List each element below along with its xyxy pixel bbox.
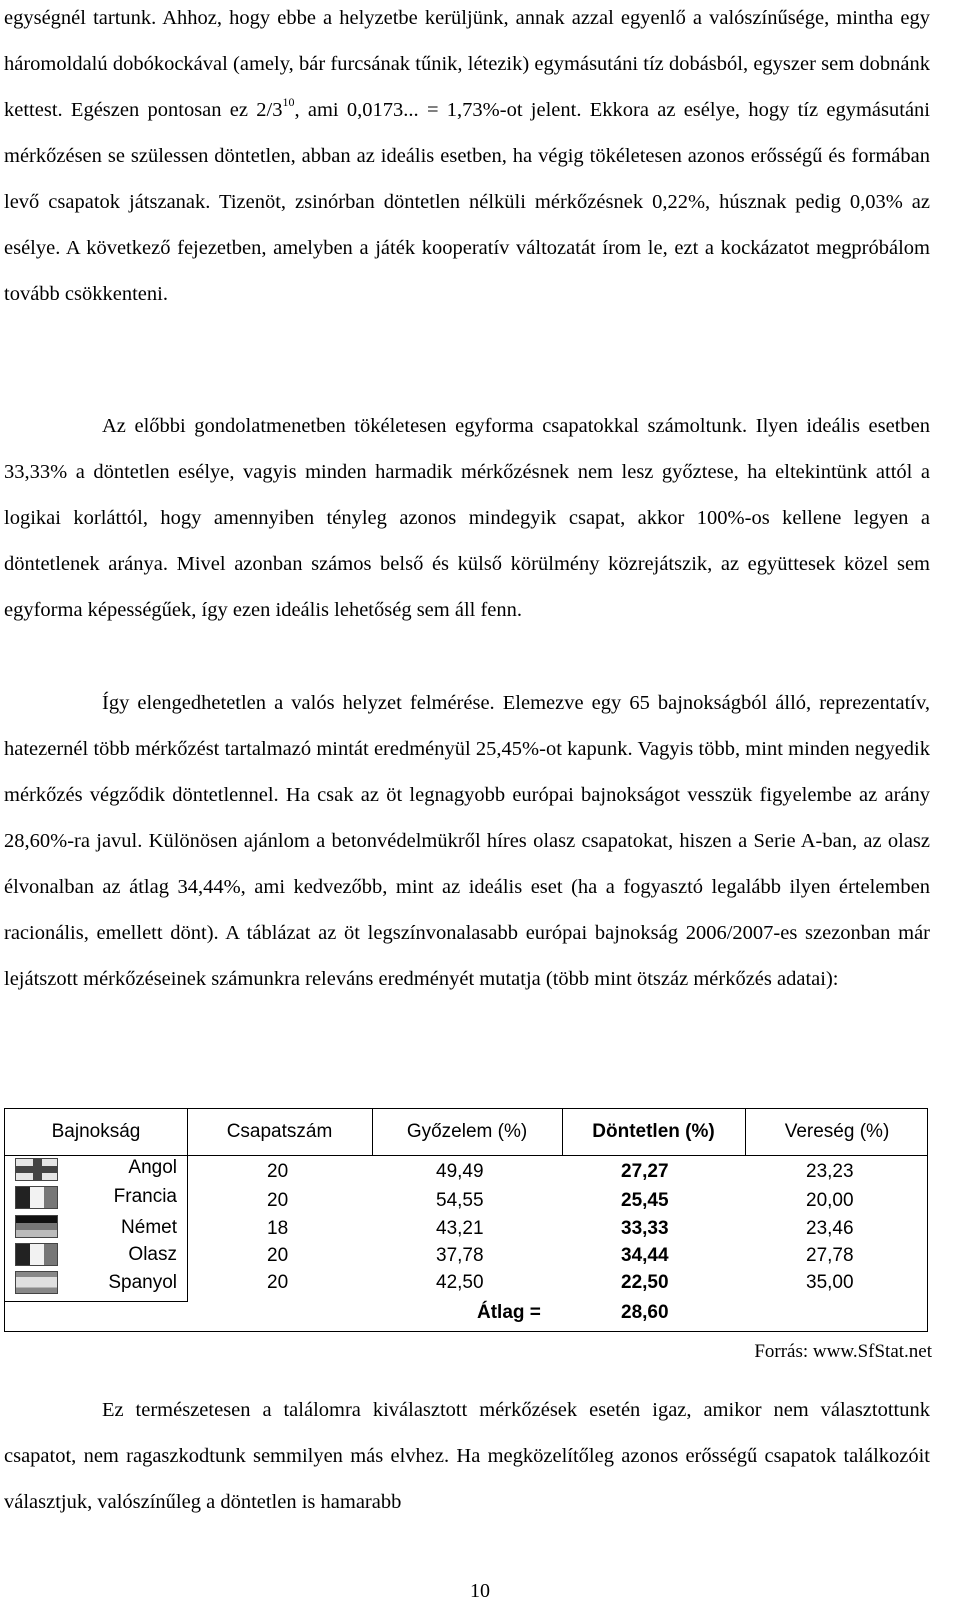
team-count: 18 [267,1218,289,1239]
win-pct: 43,21 [436,1218,484,1239]
average-value: 28,60 [621,1302,669,1323]
paragraph-1-text-a: egységnél tartunk. Ahhoz, hogy ebbe a helyzetbe kerüljünk, annak azzal egyenlő a valószínűsége, mintha egy háromoldalú dobókockával (amely, bár furcsának tűnik, létezik) egymásutáni tíz dobásból, egyszer sem dobnánk kettest. Egészen pontosan ez 2/3 [4,7,930,121]
loss-pct: 23,46 [806,1218,854,1239]
league-name: Spanyol [108,1272,177,1293]
source-citation: Forrás: www.SfStat.net [754,1341,932,1362]
draw-pct: 25,45 [621,1190,669,1211]
average-label: Átlag = [477,1302,541,1323]
win-pct: 37,78 [436,1245,484,1266]
spain-flag-icon [15,1271,58,1294]
league-name: Német [121,1217,177,1238]
draw-pct: 33,33 [621,1218,669,1239]
loss-pct: 35,00 [806,1272,854,1293]
paragraph-2: Az előbbi gondolatmenetben tökéletesen egyforma csapatokkal számoltunk. Ilyen ideális esetben 33,33% a döntetlen esélye, vagyis minden harmadik mérkőzésnek nem lesz győztese, ha eltekintünk attól a logikai korláttól, hogy amennyiben tényleg azonos mindegyik csapat, akkor 100%-os kellene legyen a döntetlenek aránya. Mivel azonban számos belső és külső körülmény közrejátszik, az együttesek közel sem egyforma képességűek, így ezen ideális lehetőség sem áll fenn. [4,415,930,621]
win-pct: 42,50 [436,1272,484,1293]
paragraph-1-text-b: , ami 0,0173... = 1,73%-ot jelent. Ekkora az esélye, hogy tíz egymásutáni mérkőzésen se szülessen döntetlen, abban az ideális esetben, ha végig tökéletesen azonos erősségű és formában levő csapatok játszanak. Tizenöt, zsinórban döntetlen nélküli mérkőzésnek 0,22%, húsznak pedig 0,03% az esélye. A következő fejezetben, amelyben a játék kooperatív változatát írom le, ezt a kockázatot megpróbálom tovább csökkenteni. [4,99,930,305]
league-name: Angol [128,1157,177,1178]
win-pct: 49,49 [436,1161,484,1182]
loss-pct: 27,78 [806,1245,854,1266]
win-pct: 54,55 [436,1190,484,1211]
draw-pct: 27,27 [621,1161,669,1182]
draw-pct: 34,44 [621,1245,669,1266]
loss-pct: 23,23 [806,1161,854,1182]
team-count: 20 [267,1245,289,1266]
header-win: Győzelem (%) [406,1121,528,1142]
loss-pct: 20,00 [806,1190,854,1211]
draw-pct: 22,50 [621,1272,669,1293]
league-name: Francia [113,1186,177,1207]
header-teams: Csapatszám [226,1121,333,1142]
paragraph-4: Ez természetesen a találomra kiválasztott mérkőzések esetén igaz, amikor nem választottunk csapatot, nem ragaszkodtunk semmilyen más elvhez. Ha megközelítőleg azonos erősségű csapatok találkozóit választjuk, valószínűleg a döntetlen is hamarabb [4,1399,930,1513]
column-divider [187,1155,188,1301]
france-flag-icon [15,1186,58,1209]
row-divider [5,1301,188,1302]
germany-flag-icon [15,1215,58,1238]
header-loss: Vereség (%) [784,1121,890,1142]
page-number: 10 [470,1580,490,1602]
team-count: 20 [267,1190,289,1211]
team-count: 20 [267,1161,289,1182]
paragraph-3: Így elengedhetetlen a valós helyzet felmérése. Elemezve egy 65 bajnokságból álló, reprezentatív, hatezernél több mérkőzést tartalmazó mintát eredményül 25,45%-ot kapunk. Vagyis több, mint minden negyedik mérkőzés végződik döntetlennel. Ha csak az öt legnagyobb európai bajnokságot vesszük figyelembe az arány 28,60%-ra javul. Különösen ajánlom a betonvédelmükről híres olasz csapatokat, hiszen a Serie A-ban, az olasz élvonalban az átlag 34,44%, ami kedvezőbb, mint az ideális eset (ha a fogyasztó legalább ilyen értelemben racionális, emellett dönt). A táblázat az öt legszínvonalasabb európai bajnokság 2006/2007-es szezonban már lejátszott mérkőzéseinek számunkra releváns eredményét mutatja (több mint ötszáz mérkőzés adatai): [4,692,930,990]
header-divider [5,1155,927,1156]
league-table [4,1108,928,1332]
paragraph-1 [4,0,930,317]
italy-flag-icon [15,1243,58,1266]
header-draw: Döntetlen (%) [592,1121,715,1142]
team-count: 20 [267,1272,289,1293]
exponent: 10 [282,95,295,110]
england-flag-icon [15,1158,58,1181]
header-league: Bajnokság [51,1121,141,1142]
league-name: Olasz [128,1244,177,1265]
